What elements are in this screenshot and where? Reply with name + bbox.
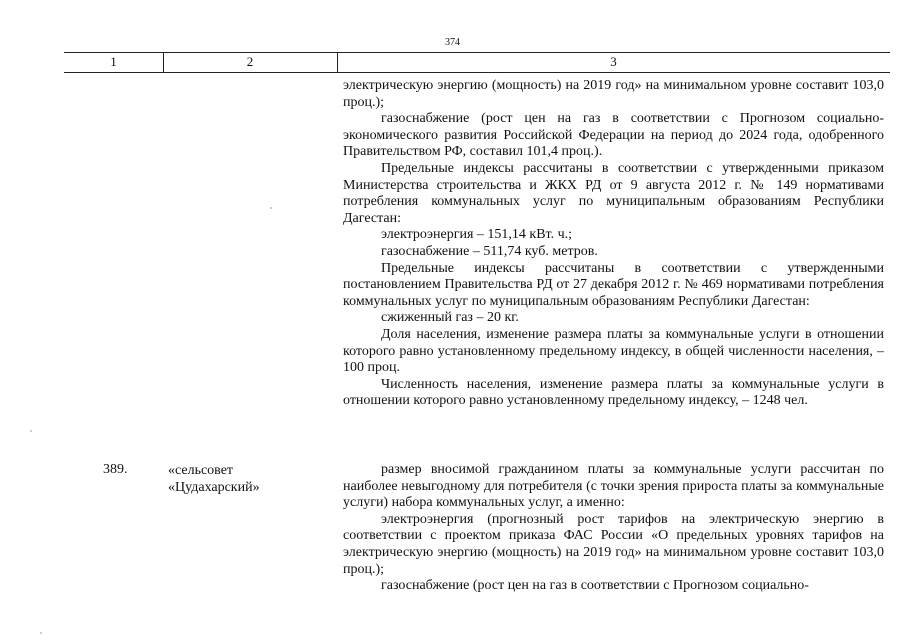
- paragraph: электроэнергия – 151,14 кВт. ч.;: [381, 227, 573, 243]
- scan-speck: [40, 632, 42, 634]
- entry-name: [168, 462, 260, 496]
- table-header-bottom-rule: [64, 72, 890, 73]
- content-block-entry: [343, 462, 884, 595]
- paragraph: сжиженный газ – 20 кг.: [381, 310, 519, 326]
- paragraph: газоснабжение (рост цен на газ в соответствии с Прогнозом социально-: [381, 578, 809, 594]
- header-col-2: 2: [246, 54, 254, 69]
- entry-name-line: «сельсовет: [168, 463, 234, 478]
- table-top-rule: [64, 52, 890, 53]
- entry-number: 389.: [103, 462, 128, 477]
- page-number: 374: [445, 37, 460, 48]
- scan-speck: [270, 207, 272, 209]
- paragraph: Доля населения, изменение размера платы за коммунальные услуги в отношении которого равно установленному предельному индексу, в общей численности населения, – 100 проц.: [343, 326, 884, 376]
- content-block-continued: [343, 78, 884, 410]
- paragraph: Предельные индексы рассчитаны в соответствии с утвержденными приказом Министерства строительства и ЖКХ РД от 9 августа 2012 г. № 149 нормативами потребления коммунальных услуг по муниципальным образованиям Республики Дагестан:: [343, 160, 884, 226]
- entry-name-line: «Цудахарский»: [168, 480, 260, 495]
- header-col-1: 1: [110, 54, 117, 69]
- paragraph: электроэнергия (прогнозный рост тарифов на электрическую энергию в соответствии с проектом приказа ФАС России «О предельных уровнях тарифов на электрическую энергию (мощность) на 2019 год» на минимальном уровне составит 103,0 проц.);: [343, 511, 884, 577]
- paragraph: газоснабжение (рост цен на газ в соответствии с Прогнозом социально-экономического развития Российской Федерации на период до 2024 года, одобренного Правительством РФ, составил 101,4 проц.).: [343, 111, 884, 160]
- scan-speck: [30, 430, 32, 432]
- paragraph: газоснабжение – 511,74 куб. метров.: [381, 243, 598, 259]
- paragraph: размер вносимой гражданином платы за коммунальные услуги рассчитан по наиболее невыгодному для потребителя (с точки зрения прироста платы за коммунальные услуги) набора коммунальных услуг, а именно:: [343, 462, 884, 511]
- header-col-3: 3: [610, 54, 617, 69]
- paragraph: электрическую энергию (мощность) на 2019 год» на минимальном уровне составит 103,0 проц.);: [343, 78, 884, 110]
- paragraph: Численность населения, изменение размера платы за коммунальные услуги в отношении которого равно установленному предельному индексу, – 1248 чел.: [343, 376, 884, 409]
- paragraph: Предельные индексы рассчитаны в соответствии с утвержденными постановлением Правительства РД от 27 декабря 2012 г. № 469 нормативами потребления коммунальных услуг по муниципальным образованиям Республики Дагестан:: [343, 260, 884, 309]
